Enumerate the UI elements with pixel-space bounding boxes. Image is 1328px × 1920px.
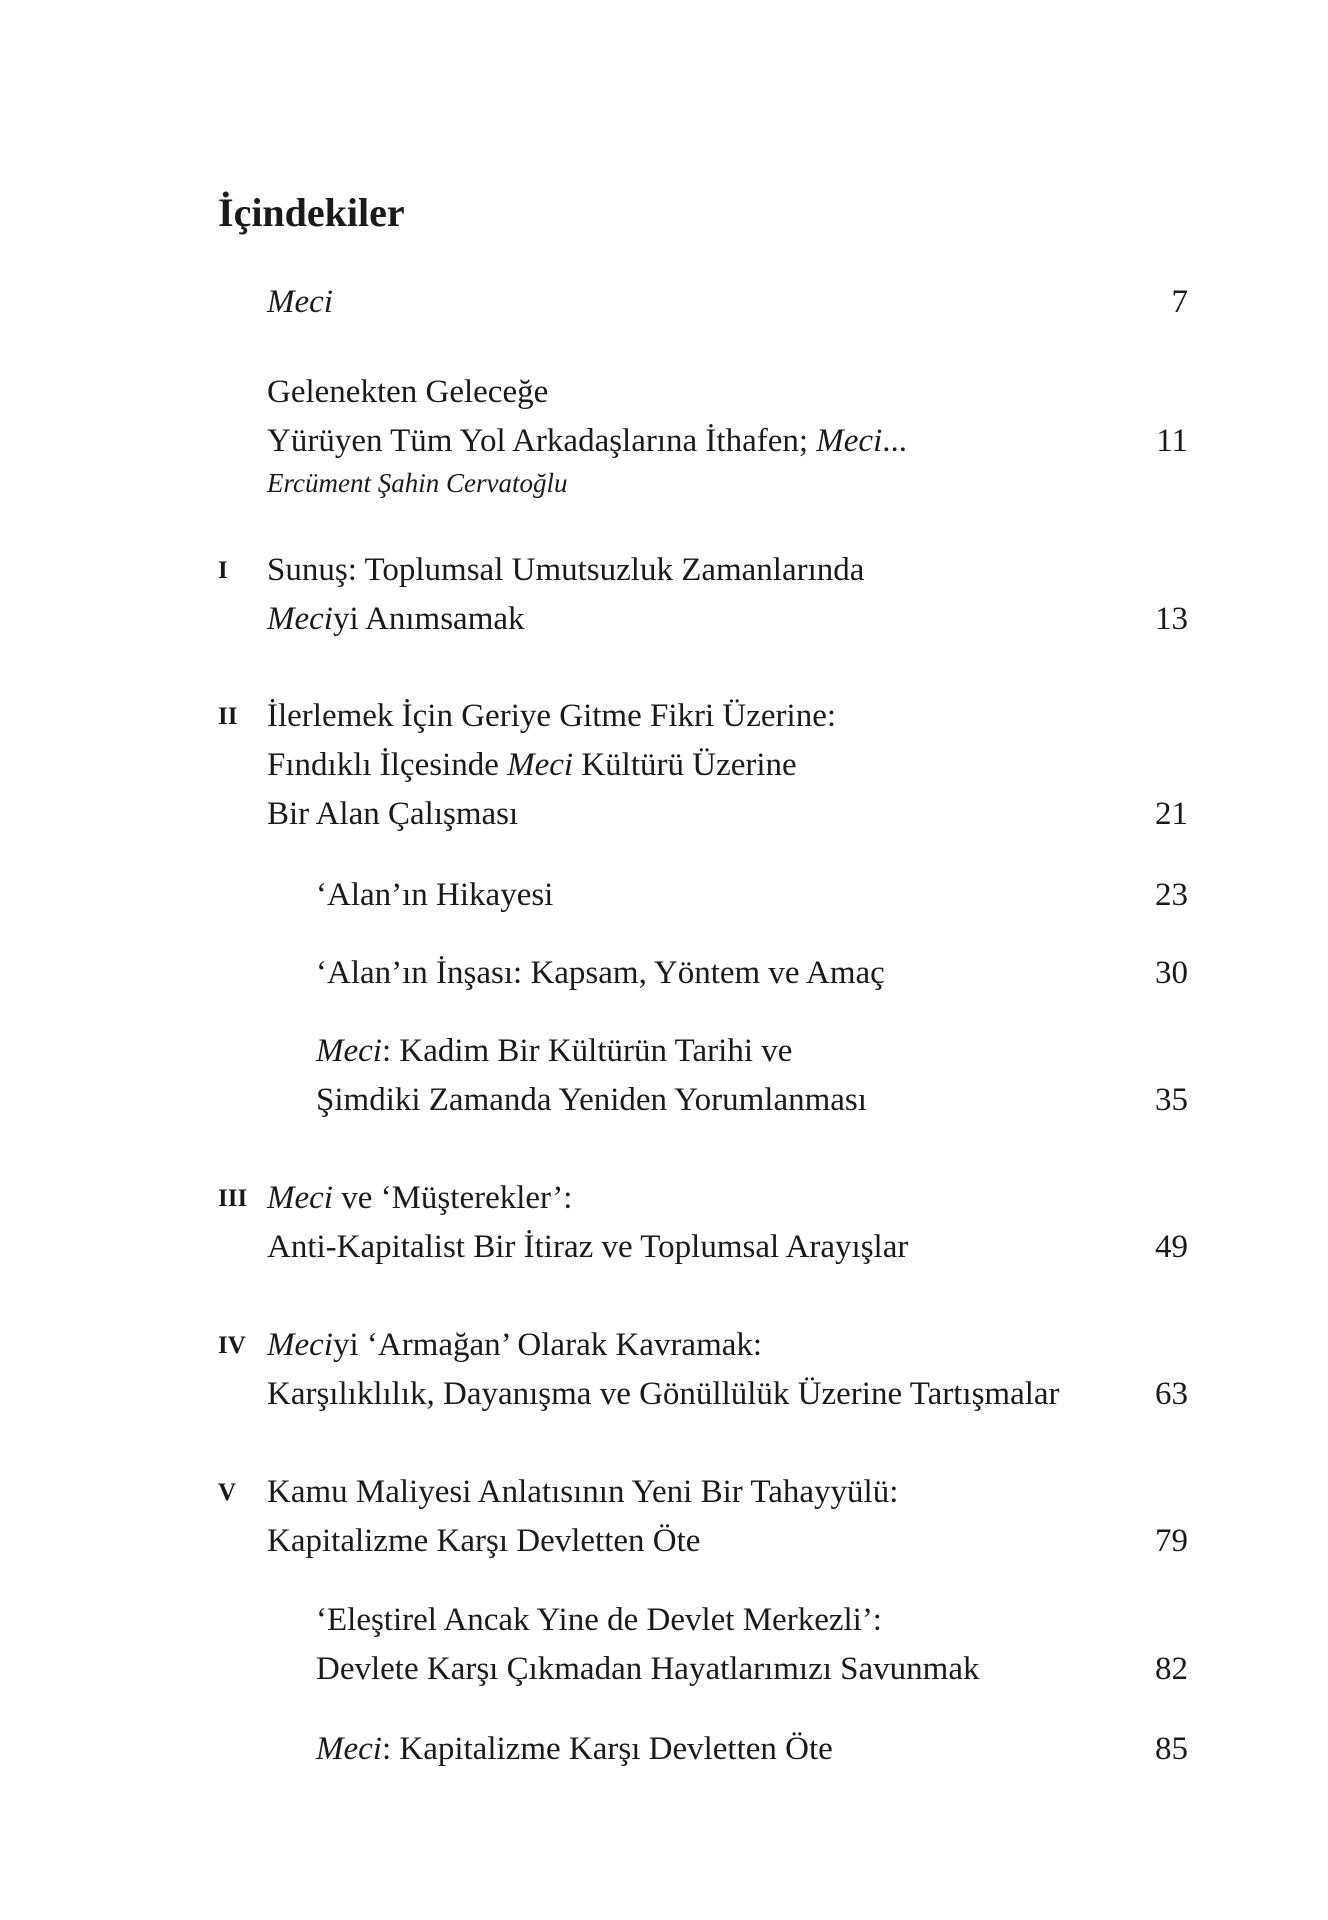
- entry-title-line: [267, 1174, 908, 1223]
- entry-title-line: [267, 278, 333, 327]
- title-text: Sunuş: Toplumsal Umutsuzluk Zamanlarında: [267, 552, 865, 588]
- title-text: Bir Alan Çalışması: [267, 796, 519, 832]
- entry-title-line: [316, 1027, 867, 1076]
- title-text: Kamu Maliyesi Anlatısının Yeni Bir Tahayyülü:: [267, 1474, 899, 1510]
- page-number: 85: [1155, 1731, 1188, 1767]
- title-text: : Kadim Bir Kültürün Tarihi ve: [381, 1033, 793, 1069]
- italic-term: Meci: [267, 1327, 333, 1363]
- entry-title-line: [267, 1517, 898, 1566]
- italic-term: Meci: [316, 1033, 382, 1069]
- title-text: ...: [882, 423, 907, 459]
- entry-title: [316, 1725, 833, 1774]
- page-number: 79: [1155, 1523, 1188, 1559]
- title-text: İlerlemek İçin Geriye Gitme Fikri Üzerine:: [267, 698, 837, 734]
- chapter-numeral: I: [218, 557, 228, 584]
- entry-title-line: [267, 1223, 908, 1272]
- italic-term: Meci: [816, 423, 883, 459]
- title-text: Kapitalizme Karşı Devletten Öte: [267, 1523, 701, 1559]
- chapter-numeral: II: [218, 703, 238, 730]
- page-number: 21: [1155, 796, 1188, 832]
- italic-term: Meci: [316, 1731, 382, 1767]
- entry-title-line: [316, 1725, 833, 1774]
- entry-title: [316, 871, 553, 920]
- entry-title-line: [316, 1596, 979, 1645]
- entry-title-line: [267, 1321, 1060, 1370]
- entry-title-line: [316, 1076, 867, 1125]
- entry-title-line: [267, 1468, 898, 1517]
- entry-title: [267, 368, 907, 500]
- entry-title: [316, 1596, 979, 1694]
- italic-term: Meci: [267, 284, 333, 320]
- entry-title-line: [316, 1645, 979, 1694]
- page-number: 35: [1155, 1082, 1188, 1118]
- entry-title-line: [267, 1370, 1060, 1419]
- chapter-numeral: IV: [218, 1332, 246, 1359]
- entry-title: [316, 949, 885, 998]
- title-text: Fındıklı İlçesinde: [267, 747, 508, 783]
- page-number: 23: [1155, 877, 1188, 913]
- entry-title-line: [267, 790, 836, 839]
- entry-title-line: [267, 368, 907, 417]
- entry-title: [267, 546, 864, 644]
- title-text: Karşılıklılık, Dayanışma ve Gönüllülük Üzerine Tartışmalar: [267, 1376, 1060, 1412]
- entry-title: [267, 1321, 1060, 1419]
- italic-term: Meci: [507, 747, 574, 783]
- title-text: yi ‘Armağan’ Olarak Kavramak:: [332, 1327, 763, 1363]
- entry-title: [267, 278, 333, 327]
- title-text: Şimdiki Zamanda Yeniden Yorumlanması: [316, 1082, 867, 1118]
- entry-title-line: [267, 692, 836, 741]
- title-text: Gelenekten Geleceğe: [267, 374, 549, 410]
- title-text: Yürüyen Tüm Yol Arkadaşlarına İthafen;: [267, 423, 817, 459]
- entry-title-line: [267, 546, 864, 595]
- entry-title-line: [316, 871, 553, 920]
- italic-term: Meci: [267, 601, 333, 637]
- entry-title: [267, 1174, 908, 1272]
- title-text: Anti-Kapitalist Bir İtiraz ve Toplumsal Arayışlar: [267, 1229, 909, 1265]
- title-text: ‘Alan’ın İnşası: Kapsam, Yöntem ve Amaç: [316, 955, 885, 991]
- entry-title-line: [267, 741, 836, 790]
- italic-term: Meci: [267, 1180, 333, 1216]
- entry-title-line: [267, 595, 864, 644]
- entry-title-line: [267, 417, 907, 466]
- page-title: İçindekiler: [218, 190, 405, 235]
- page-number: 13: [1155, 601, 1188, 637]
- page-number: 7: [1171, 284, 1188, 320]
- entry-author: Ercüment Şahin Cervatoğlu: [267, 468, 568, 498]
- title-text: ve ‘Müşterekler’:: [332, 1180, 573, 1216]
- page-number: 49: [1155, 1229, 1188, 1265]
- title-text: : Kapitalizme Karşı Devletten Öte: [381, 1731, 833, 1767]
- page-number: 30: [1155, 955, 1188, 991]
- entry-title: [267, 1468, 898, 1566]
- page-number: 82: [1155, 1651, 1188, 1687]
- chapter-numeral: V: [218, 1479, 237, 1506]
- title-text: ‘Eleştirel Ancak Yine de Devlet Merkezli’:: [316, 1602, 882, 1638]
- page-number: 11: [1156, 423, 1188, 459]
- entry-title: [267, 692, 836, 839]
- entry-title: [316, 1027, 867, 1125]
- title-text: ‘Alan’ın Hikayesi: [316, 877, 554, 913]
- page-number: 63: [1155, 1376, 1188, 1412]
- entry-title-line: [316, 949, 885, 998]
- chapter-numeral: III: [218, 1185, 248, 1212]
- title-text: Devlete Karşı Çıkmadan Hayatlarımızı Savunmak: [316, 1651, 980, 1687]
- title-text: yi Anımsamak: [332, 601, 525, 637]
- title-text: Kültürü Üzerine: [573, 747, 797, 783]
